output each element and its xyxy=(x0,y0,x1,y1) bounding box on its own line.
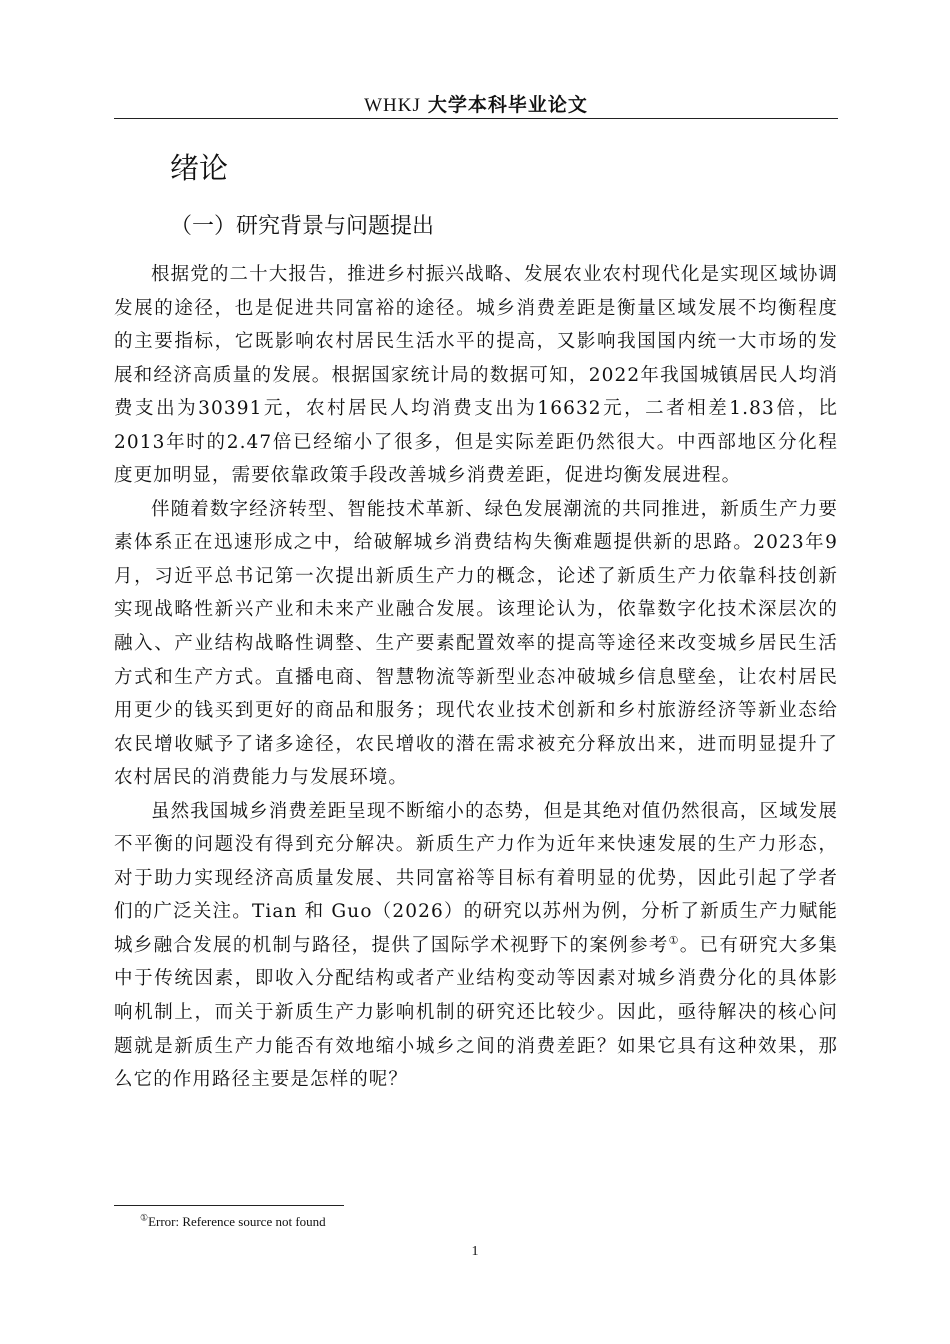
paragraph-1: 根据党的二十大报告，推进乡村振兴战略、发展农业农村现代化是实现区域协调发展的途径，也是促进共同富裕的途径。城乡消费差距是衡量区域发展不均衡程度的主要指标，它既影响农村居民生活水平的提高，又影响我国国内统一大市场的发展和经济高质量的发展。根据国家统计局的数据可知，2022年我国城镇居民人均消费支出为30391元，农村居民人均消费支出为16632元，二者相差1.83倍，比2013年时的2.47倍已经缩小了很多，但是实际差距仍然很大。中西部地区分化程度更加明显，需要依靠政策手段改善城乡消费差距，促进均衡发展进程。 xyxy=(114,264,838,487)
paragraph-2: 伴随着数字经济转型、智能技术革新、绿色发展潮流的共同推进，新质生产力要素体系正在迅速形成之中，给破解城乡消费结构失衡难题提供新的思路。2023年9月，习近平总书记第一次提出新质生产力的概念，论述了新质生产力依靠科技创新实现战略性新兴产业和未来产业融合发展。该理论认为，依靠数字化技术深层次的融入、产业结构战略性调整、生产要素配置效率的提高等途径来改变城乡居民生活方式和生产方式。直播电商、智慧物流等新型业态冲破城乡信息壁垒，让农村居民用更少的钱买到更好的商品和服务；现代农业技术创新和乡村旅游经济等新业态给农民增收赋予了诸多途径，农民增收的潜在需求被充分释放出来，进而明显提升了农村居民的消费能力与发展环境。 xyxy=(114,498,838,789)
header-code: WHKJ xyxy=(364,95,421,116)
running-header xyxy=(114,92,838,119)
header-title: 大学本科毕业论文 xyxy=(427,94,588,116)
paragraph-3-text-before: 虽然我国城乡消费差距呈现不断缩小的态势，但是其绝对值仍然很高，区域发展不平衡的问题没有得到充分解决。新质生产力作为近年来快速发展的生产力形态，对于助力实现经济高质量发展、共同富裕等目标有着明显的优势，因此引起了学者们的广泛关注。Tian 和 Guo（2026）的研究以苏州为例，分析了新质生产力赋能城乡融合发展的机制与路径，提供了国际学术视野下的案例参考 xyxy=(114,800,838,956)
header-rule xyxy=(114,118,838,119)
footnote-reference[interactable]: ① xyxy=(668,933,680,947)
footnote-text: Error: Reference source not found xyxy=(148,1214,326,1229)
chapter-title: 绪论 xyxy=(170,151,229,185)
paragraph-3-text-after: 。已有研究大多集中于传统因素，即收入分配结构或者产业结构变动等因素对城乡消费分化的具体影响机制上，而关于新质生产力影响机制的研究还比较少。因此，亟待解决的核心问题就是新质生产力能否有效地缩小城乡之间的消费差距？如果它具有这种效果，那么它的作用路径主要是怎样的呢？ xyxy=(114,934,838,1091)
footnote xyxy=(140,1213,326,1231)
section-title: （一）研究背景与问题提出 xyxy=(170,214,435,239)
footnote-rule xyxy=(114,1205,344,1206)
paragraph-3 xyxy=(114,795,838,1097)
body-text xyxy=(114,258,838,1097)
page-number: 1 xyxy=(471,1244,479,1259)
footnote-mark: ① xyxy=(140,1212,149,1223)
